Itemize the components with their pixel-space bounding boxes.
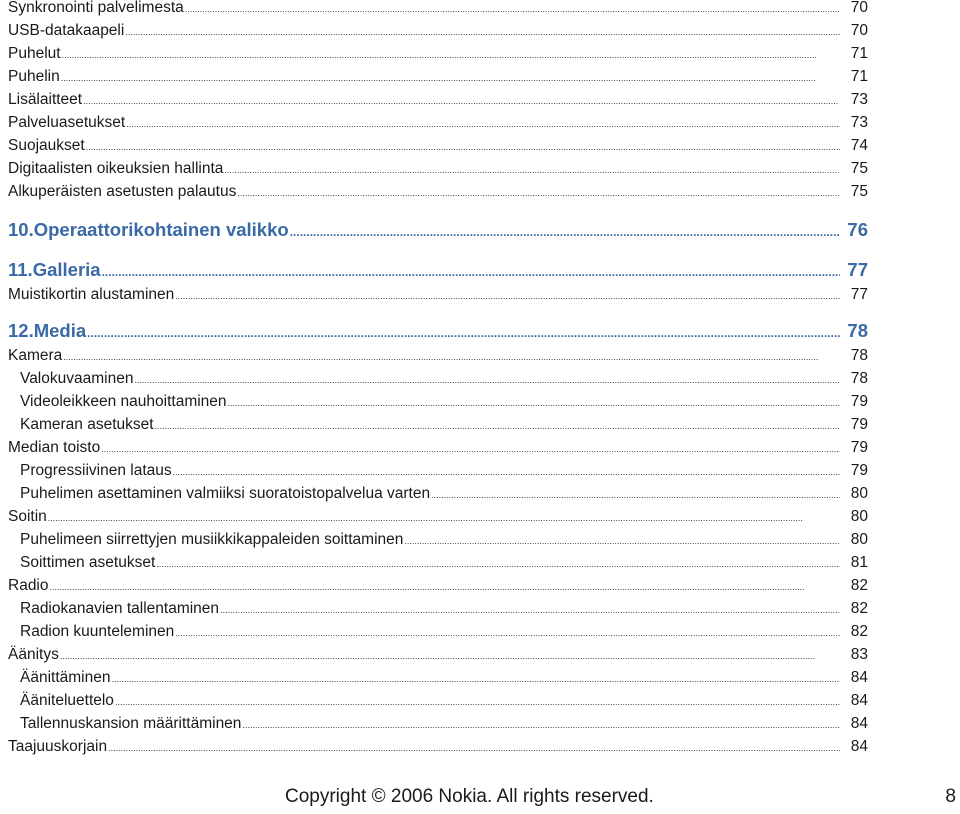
toc-entry-page: 75 xyxy=(850,183,868,200)
toc-chapter-heading[interactable] xyxy=(8,257,868,283)
toc-entry[interactable] xyxy=(8,157,868,180)
toc-entry-page: 75 xyxy=(850,160,868,177)
toc-entry-title: USB-datakaapeli xyxy=(8,22,125,39)
toc-entry-title: Puhelimeen siirrettyjen musiikkikappaleiden soittaminen xyxy=(20,531,404,548)
toc-entry[interactable] xyxy=(20,482,868,505)
toc-dot-leader xyxy=(290,219,840,245)
toc-dot-leader xyxy=(61,67,840,90)
toc-entry[interactable] xyxy=(20,413,868,436)
toc-dot-leader xyxy=(185,0,840,21)
toc-dot-leader xyxy=(48,507,840,530)
toc-entry-title: Äänittäminen xyxy=(20,669,111,686)
toc-dot-leader xyxy=(102,259,840,285)
toc-entry-page: 71 xyxy=(850,45,868,62)
toc-entry-title: Puhelin xyxy=(8,68,60,85)
toc-entry[interactable] xyxy=(20,390,868,413)
toc-entry-title: Taajuuskorjain xyxy=(8,738,108,755)
toc-entry-title: Radiokanavien tallentaminen xyxy=(20,600,220,617)
toc-entry-page: 79 xyxy=(850,416,868,433)
toc-entry-page: 81 xyxy=(850,554,868,571)
toc-entry[interactable] xyxy=(8,283,868,306)
toc-dot-leader xyxy=(126,113,840,136)
toc-entry[interactable] xyxy=(8,505,868,528)
toc-entry-title: Synkronointi palvelimesta xyxy=(8,0,184,16)
toc-dot-leader xyxy=(115,691,840,714)
toc-dot-leader xyxy=(220,599,840,622)
toc-entry[interactable] xyxy=(20,620,868,643)
toc-entry-page: 84 xyxy=(850,669,868,686)
toc-dot-leader xyxy=(156,553,840,576)
toc-entry-page: 80 xyxy=(850,531,868,548)
toc-entry-page: 70 xyxy=(850,22,868,39)
toc-entry-title: Palveluasetukset xyxy=(8,114,126,131)
toc-entry-page: 83 xyxy=(850,646,868,663)
toc-dot-leader xyxy=(175,285,840,308)
toc-entry-title: Median toisto xyxy=(8,439,101,456)
copyright-notice: Copyright © 2006 Nokia. All rights reserved. xyxy=(285,786,654,807)
toc-chapter-heading[interactable] xyxy=(8,217,868,243)
toc-entry-page: 84 xyxy=(850,738,868,755)
toc-dot-leader xyxy=(87,320,840,346)
toc-entry-page: 77 xyxy=(850,286,868,303)
toc-entry-title: Kameran asetukset xyxy=(20,416,154,433)
toc-dot-leader xyxy=(173,461,840,484)
toc-entry[interactable] xyxy=(20,712,868,735)
toc-entry-page: 82 xyxy=(850,600,868,617)
toc-entry-title: Videoleikkeen nauhoittaminen xyxy=(20,393,227,410)
toc-entry-page: 82 xyxy=(850,577,868,594)
toc-entry[interactable] xyxy=(8,19,868,42)
toc-entry[interactable] xyxy=(20,367,868,390)
toc-entry-title: Progressiivinen lataus xyxy=(20,462,172,479)
toc-entry-page: 79 xyxy=(850,462,868,479)
toc-dot-leader xyxy=(111,668,840,691)
toc-entry-page: 80 xyxy=(850,485,868,502)
toc-dot-leader xyxy=(101,438,840,461)
toc-entry[interactable] xyxy=(20,597,868,620)
toc-dot-leader xyxy=(60,645,840,668)
toc-entry-title: Suojaukset xyxy=(8,137,85,154)
toc-dot-leader xyxy=(242,714,840,737)
toc-entry[interactable] xyxy=(8,643,868,666)
toc-entry-title: Alkuperäisten asetusten palautus xyxy=(8,183,237,200)
toc-entry[interactable] xyxy=(8,88,868,111)
toc-entry-page: 73 xyxy=(850,91,868,108)
toc-entry-title: Lisälaitteet xyxy=(8,91,83,108)
toc-entry-title: 12.Media xyxy=(8,320,87,341)
toc-dot-leader xyxy=(404,530,840,553)
toc-entry[interactable] xyxy=(20,689,868,712)
toc-entry-page: 73 xyxy=(850,114,868,131)
toc-entry-page: 79 xyxy=(850,439,868,456)
toc-entry[interactable] xyxy=(20,551,868,574)
toc-entry[interactable] xyxy=(8,65,868,88)
toc-dot-leader xyxy=(108,737,840,760)
toc-dot-leader xyxy=(63,346,840,369)
page-footer xyxy=(0,786,960,812)
toc-entry-title: Radio xyxy=(8,577,49,594)
toc-entry-title: Puhelut xyxy=(8,45,61,62)
toc-entry-title: Kamera xyxy=(8,347,63,364)
toc-entry-title: Radion kuunteleminen xyxy=(20,623,175,640)
toc-entry[interactable] xyxy=(8,735,868,758)
toc-entry[interactable] xyxy=(8,134,868,157)
toc-entry[interactable] xyxy=(8,42,868,65)
page-number: 8 xyxy=(945,786,956,807)
toc-entry[interactable] xyxy=(20,459,868,482)
toc-entry-page: 84 xyxy=(850,692,868,709)
toc-entry[interactable] xyxy=(8,111,868,134)
toc-entry-page: 70 xyxy=(850,0,868,16)
toc-entry-title: Soitin xyxy=(8,508,47,525)
toc-dot-leader xyxy=(125,21,840,44)
toc-entry-page: 80 xyxy=(850,508,868,525)
toc-entry-page: 79 xyxy=(850,393,868,410)
toc-entry-title: Ääniteluettelo xyxy=(20,692,114,709)
toc-entry-page: 76 xyxy=(847,219,868,240)
toc-entry[interactable] xyxy=(8,0,868,19)
toc-chapter-heading[interactable] xyxy=(8,318,868,344)
toc-entry-page: 84 xyxy=(850,715,868,732)
toc-entry-page: 77 xyxy=(847,259,868,280)
toc-dot-leader xyxy=(237,182,840,205)
toc-entry-page: 78 xyxy=(847,320,868,341)
toc-dot-leader xyxy=(62,44,840,67)
toc-entry-title: Äänitys xyxy=(8,646,59,663)
toc-dot-leader xyxy=(155,415,840,438)
toc-entry[interactable] xyxy=(8,574,868,597)
toc-dot-leader xyxy=(431,484,840,507)
toc-entry[interactable] xyxy=(8,344,868,367)
toc-entry-title: Tallennuskansion määrittäminen xyxy=(20,715,242,732)
toc-entry-title: 11.Galleria xyxy=(8,259,101,280)
toc-entry-title: Valokuvaaminen xyxy=(20,370,134,387)
toc-entry-title: 10.Operaattorikohtainen valikko xyxy=(8,219,289,240)
toc-dot-leader xyxy=(224,159,840,182)
toc-entry-title: Soittimen asetukset xyxy=(20,554,156,571)
toc-dot-leader xyxy=(86,136,840,159)
toc-entry[interactable] xyxy=(20,528,868,551)
toc-entry-page: 82 xyxy=(850,623,868,640)
toc-entry-page: 71 xyxy=(850,68,868,85)
toc-dot-leader xyxy=(50,576,841,599)
toc-dot-leader xyxy=(228,392,840,415)
toc-entry-title: Digitaalisten oikeuksien hallinta xyxy=(8,160,224,177)
toc-entry[interactable] xyxy=(8,436,868,459)
toc-dot-leader xyxy=(175,622,840,645)
toc-entry-page: 78 xyxy=(850,370,868,387)
toc-entry-title: Muistikortin alustaminen xyxy=(8,286,175,303)
toc-entry[interactable] xyxy=(20,666,868,689)
toc-entry-page: 78 xyxy=(850,347,868,364)
toc-entry-page: 74 xyxy=(850,137,868,154)
toc-entry[interactable] xyxy=(8,180,868,203)
toc-dot-leader xyxy=(134,369,840,392)
toc-entry-title: Puhelimen asettaminen valmiiksi suoratoistopalvelua varten xyxy=(20,485,431,502)
toc-dot-leader xyxy=(83,90,840,113)
